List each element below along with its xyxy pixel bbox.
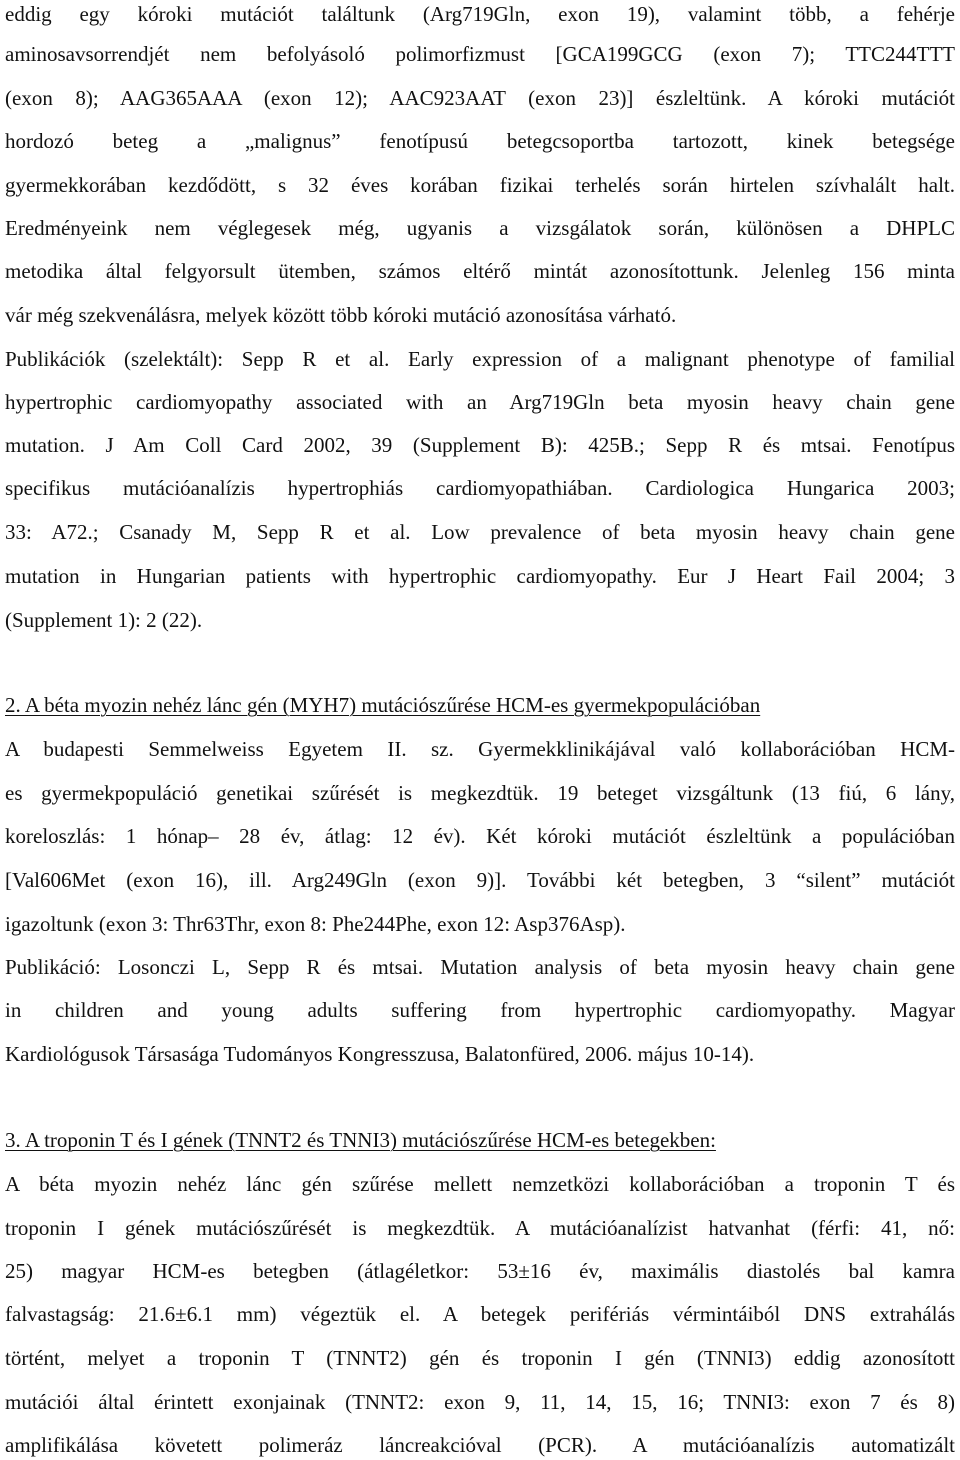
text-line: vár még szekvenálásra, melyek között több kóroki mutáció azonosítása várható. (5, 303, 677, 327)
text-line: Eredményeink nem véglegesek még, ugyanis a vizsgálatok során, különösen a DHPLC (5, 216, 955, 240)
text-line: es gyermekpopuláció genetikai szűrését is megkezdtük. 19 beteget vizsgáltunk (13 fiú, 6 lány, (5, 781, 955, 805)
text-line: (Supplement 1): 2 (22). (5, 608, 203, 632)
text-line: mutation. J Am Coll Card 2002, 39 (Supplement B): 425B.; Sepp R és mtsai. Fenotípus (5, 433, 955, 457)
text-line: specifikus mutációanalízis hypertrophiás cardiomyopathiában. Cardiologica Hungarica 2003; (5, 476, 955, 500)
text-line: Publikációk (szelektált): Sepp R et al. Early expression of a malignant phenotype of familial (5, 347, 955, 371)
text-line: mutációi által érintett exonjainak (TNNT2: exon 9, 11, 14, 15, 16; TNNI3: exon 7 és 8) (5, 1390, 955, 1414)
text-line: falvastagság: 21.6±6.1 mm) végeztük el. A betegek perifériás vérmintáiból DNS extrahálás (5, 1302, 955, 1326)
text-line: troponin I gének mutációszűrését is megkezdtük. A mutációanalízist hatvanhat (férfi: 41, nő: (5, 1216, 955, 1240)
text-line: amplifikálása követett polimeráz láncreakcióval (PCR). A mutációanalízis automatizált (5, 1433, 955, 1457)
text-line: hypertrophic cardiomyopathy associated with an Arg719Gln beta myosin heavy chain gene (5, 390, 955, 414)
text-line: aminosavsorrendjét nem befolyásoló polimorfizmust [GCA199GCG (exon 7); TTC244TTT (5, 42, 955, 66)
text-line: igazoltunk (exon 3: Thr63Thr, exon 8: Phe244Phe, exon 12: Asp376Asp). (5, 912, 626, 936)
text-line: 33: A72.; Csanady M, Sepp R et al. Low prevalence of beta myosin heavy chain gene (5, 520, 955, 544)
text-line: történt, melyet a troponin T (TNNT2) gén és troponin I gén (TNNI3) eddig azonosított (5, 1346, 955, 1370)
text-line: in children and young adults suffering from hypertrophic cardiomyopathy. Magyar (5, 998, 955, 1022)
text-line: [Val606Met (exon 16), ill. Arg249Gln (exon 9)]. További két betegben, 3 “silent” mutációt (5, 868, 955, 892)
text-line: metodika által felgyorsult ütemben, számos eltérő mintát azonosítottunk. Jelenleg 156 minta (5, 259, 955, 283)
section-heading: 3. A troponin T és I gének (TNNT2 és TNNI3) mutációszűrése HCM-es betegekben: (5, 1128, 716, 1152)
text-line: Kardiológusok Társasága Tudományos Kongresszusa, Balatonfüred, 2006. május 10-14). (5, 1042, 755, 1066)
text-line: 25) magyar HCM-es betegben (átlagéletkor: 53±16 év, maximális diastolés bal kamra (5, 1259, 955, 1283)
text-line: A béta myozin nehéz lánc gén szűrése mellett nemzetközi kollaborációban a troponin T és (5, 1172, 955, 1196)
text-line: A budapesti Semmelweiss Egyetem II. sz. Gyermekklinikájával való kollaborációban HCM- (5, 737, 955, 761)
text-line: koreloszlás: 1 hónap– 28 év, átlag: 12 év). Két kóroki mutációt észleltünk a populációban (5, 824, 955, 848)
text-line: mutation in Hungarian patients with hypertrophic cardiomyopathy. Eur J Heart Fail 2004; 3 (5, 564, 955, 588)
text-line: eddig egy kóroki mutációt találtunk (Arg719Gln, exon 19), valamint több, a fehérje (5, 2, 955, 26)
text-line: (exon 8); AAG365AAA (exon 12); AAC923AAT (exon 23)] észleltünk. A kóroki mutációt (5, 86, 955, 110)
text-line: gyermekkorában kezdődött, s 32 éves korában fizikai terhelés során hirtelen szívhalált halt. (5, 173, 955, 197)
text-line: hordozó beteg a „malignus” fenotípusú betegcsoportba tartozott, kinek betegsége (5, 129, 955, 153)
text-line: Publikáció: Losonczi L, Sepp R és mtsai. Mutation analysis of beta myosin heavy chain gene (5, 955, 955, 979)
section-heading: 2. A béta myozin nehéz lánc gén (MYH7) mutációszűrése HCM-es gyermekpopulációban (5, 693, 761, 717)
